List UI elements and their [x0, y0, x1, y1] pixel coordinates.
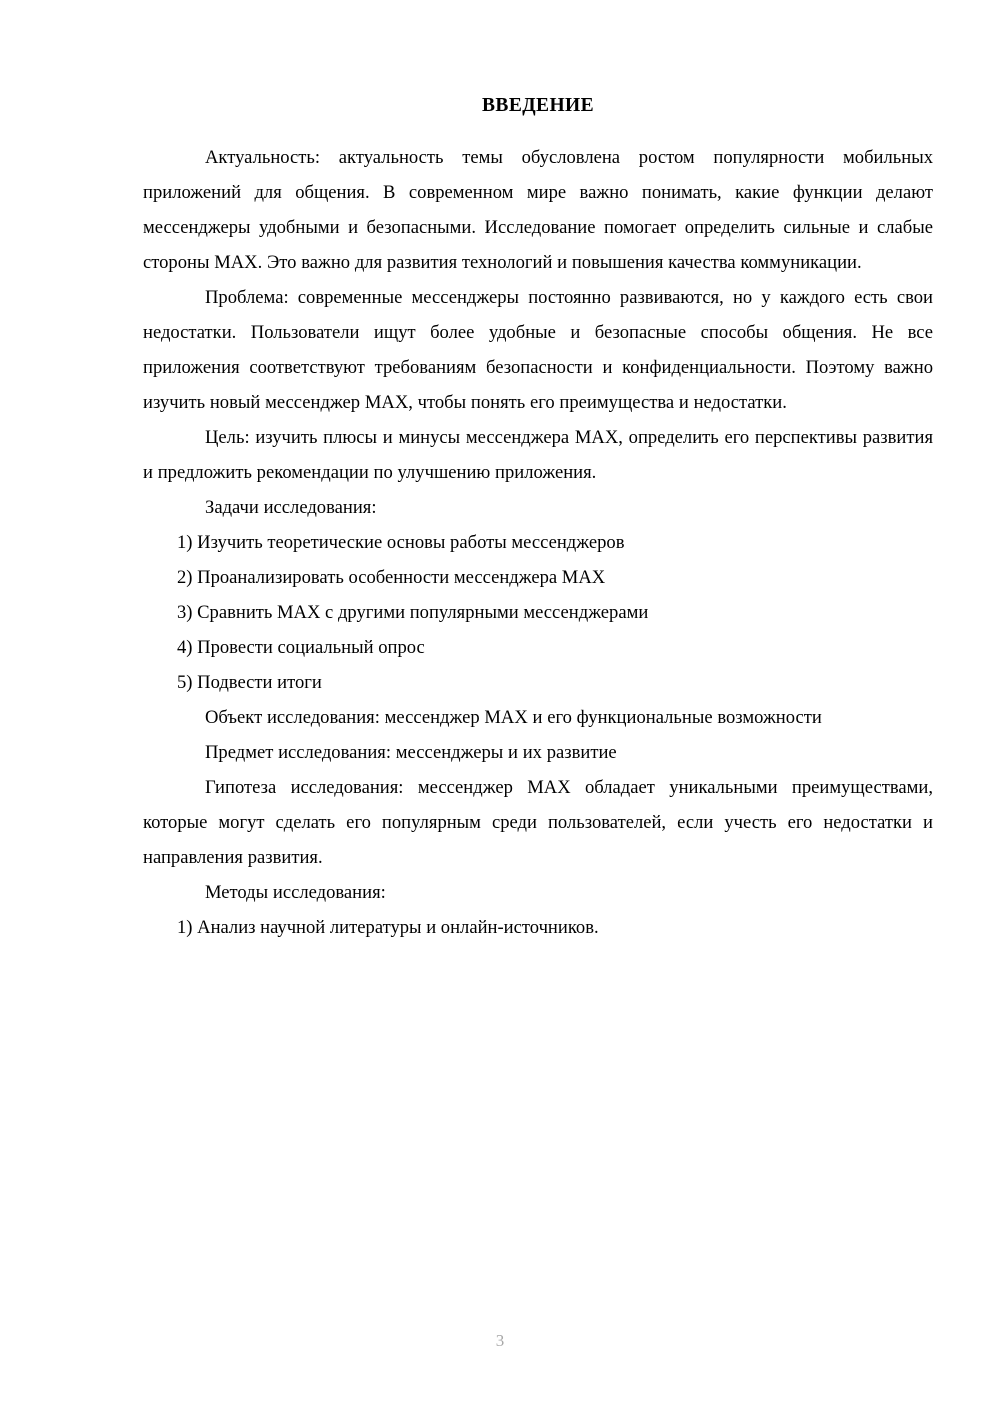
page-number: 3: [495, 1331, 505, 1350]
document-body: [143, 88, 933, 945]
paragraph-subject: Предмет исследования: мессенджеры и их развитие: [205, 742, 617, 763]
list-item: 3) Сравнить MAX с другими популярными мессенджерами: [177, 602, 649, 623]
paragraph-relevance: Актуальность: актуальность темы обусловлена ростом популярности мобильных приложений для общения. В современном мире важно понимать, какие функции делают мессенджеры удобными и безопасными. Исследование помогает определить сильные и слабые стороны MAX. Это важно для развития технологий и повышения качества коммуникации.: [143, 147, 933, 273]
paragraph-hypothesis: Гипотеза исследования: мессенджер MAX обладает уникальными преимуществами, которые могут сделать его популярным среди пользователей, если учесть его недостатки и направления развития.: [143, 777, 933, 868]
paragraph-object: Объект исследования: мессенджер MAX и его функциональные возможности: [205, 707, 822, 728]
list-item: 2) Проанализировать особенности мессенджера MAX: [177, 567, 606, 588]
list-item: 1) Изучить теоретические основы работы мессенджеров: [177, 532, 625, 553]
heading-methods: Методы исследования:: [205, 882, 386, 903]
heading-tasks: Задачи исследования:: [205, 497, 377, 518]
list-item: 4) Провести социальный опрос: [177, 637, 425, 658]
paragraph-goal: Цель: изучить плюсы и минусы мессенджера MAX, определить его перспективы развития и предложить рекомендации по улучшению приложения.: [143, 427, 933, 483]
page-title: ВВЕДЕНИЕ: [482, 95, 594, 116]
list-item: 5) Подвести итоги: [177, 672, 322, 693]
list-item: 1) Анализ научной литературы и онлайн-источников.: [177, 917, 599, 938]
paragraph-problem: Проблема: современные мессенджеры постоянно развиваются, но у каждого есть свои недостатки. Пользователи ищут более удобные и безопасные способы общения. Не все приложения соответствуют требованиям безопасности и конфиденциальности. Поэтому важно изучить новый мессенджер MAX, чтобы понять его преимущества и недостатки.: [143, 287, 933, 413]
